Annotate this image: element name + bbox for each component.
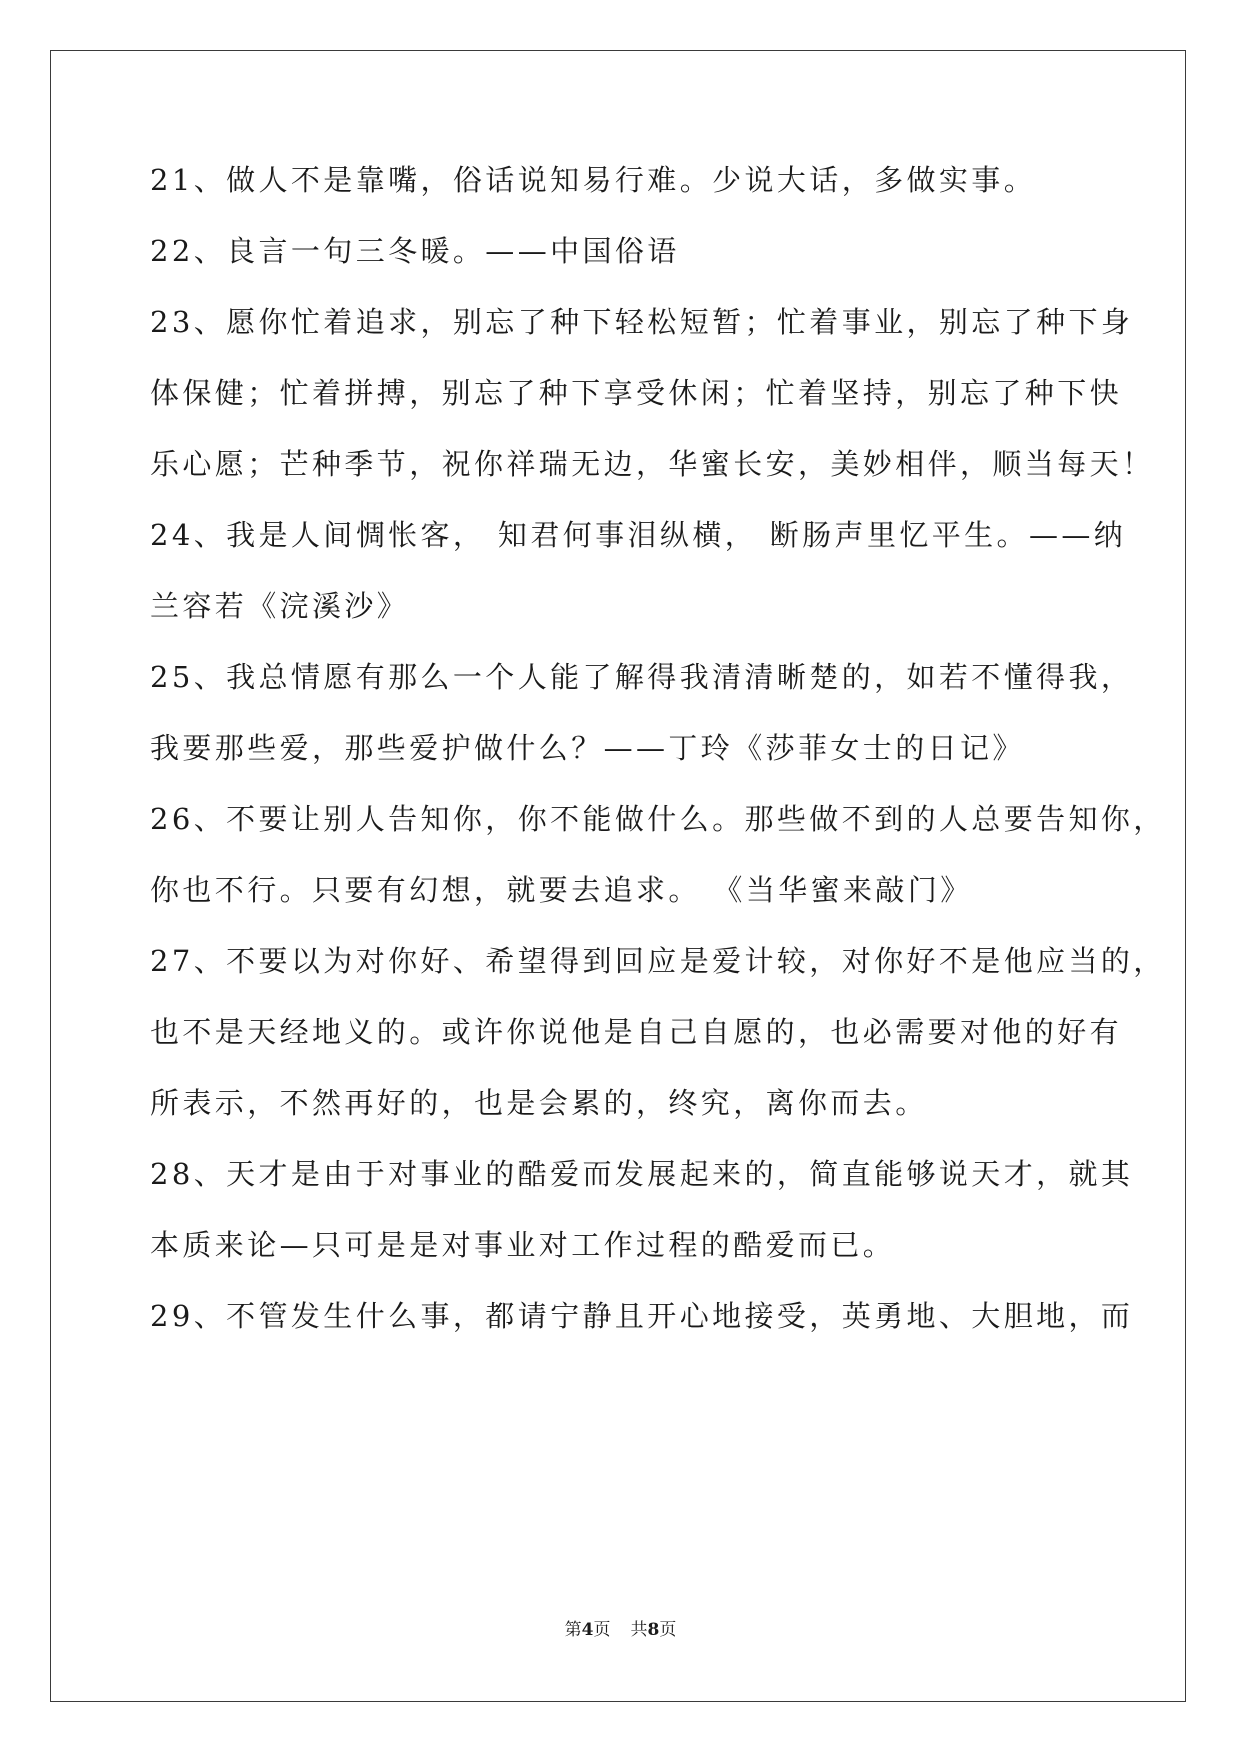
text-line: 29、不管发生什么事，都请宁静且开心地接受，英勇地、大胆地，而 [150,1299,1134,1333]
text-line: 乐心愿；芒种季节，祝你祥瑞无边，华蜜长安，美妙相伴，顺当每天！ [150,447,1155,481]
text-line: 23、愿你忙着追求，别忘了种下轻松短暂；忙着事业，别忘了种下身 [150,305,1134,339]
page-footer [0,1618,1241,1642]
total-pages-number: 8 [647,1620,660,1640]
text-line: 27、不要以为对你好、希望得到回应是爱计较，对你好不是他应当的， [150,944,1166,978]
current-page-number: 4 [581,1620,594,1640]
text-line: 你也不行。只要有幻想，就要去追求。 《当华蜜来敲门》 [150,873,973,907]
text-line: 24、我是人间惆怅客， 知君何事泪纵横， 断肠声里忆平生。——纳 [150,518,1127,552]
footer-page-unit: 页 [593,1620,611,1640]
text-line: 也不是天经地义的。或许你说他是自己自愿的，也必需要对他的好有 [150,1015,1123,1049]
text-line: 25、我总情愿有那么一个人能了解得我清清晰楚的，如若不懂得我， [150,660,1134,694]
text-line: 体保健；忙着拼搏，别忘了种下享受休闲；忙着坚持，别忘了种下快 [150,376,1123,410]
text-line: 本质来论—只可是是对事业对工作过程的酷爱而已。 [150,1228,896,1262]
footer-total-unit: 页 [659,1620,677,1640]
text-line: 28、天才是由于对事业的酷爱而发展起来的，简直能够说天才，就其 [150,1157,1134,1191]
text-line: 22、良言一句三冬暖。——中国俗语 [150,234,680,268]
text-line: 所表示，不然再好的，也是会累的，终究，离你而去。 [150,1086,928,1120]
text-line: 兰容若《浣溪沙》 [150,589,410,623]
footer-total-prefix: 共 [630,1620,648,1640]
footer-prefix: 第 [564,1620,582,1640]
text-line: 我要那些爱，那些爱护做什么？——丁玲《莎菲女士的日记》 [150,731,1025,765]
text-line: 21、做人不是靠嘴，俗话说知易行难。少说大话，多做实事。 [150,163,1037,197]
text-line: 26、不要让别人告知你，你不能做什么。那些做不到的人总要告知你， [150,802,1166,836]
